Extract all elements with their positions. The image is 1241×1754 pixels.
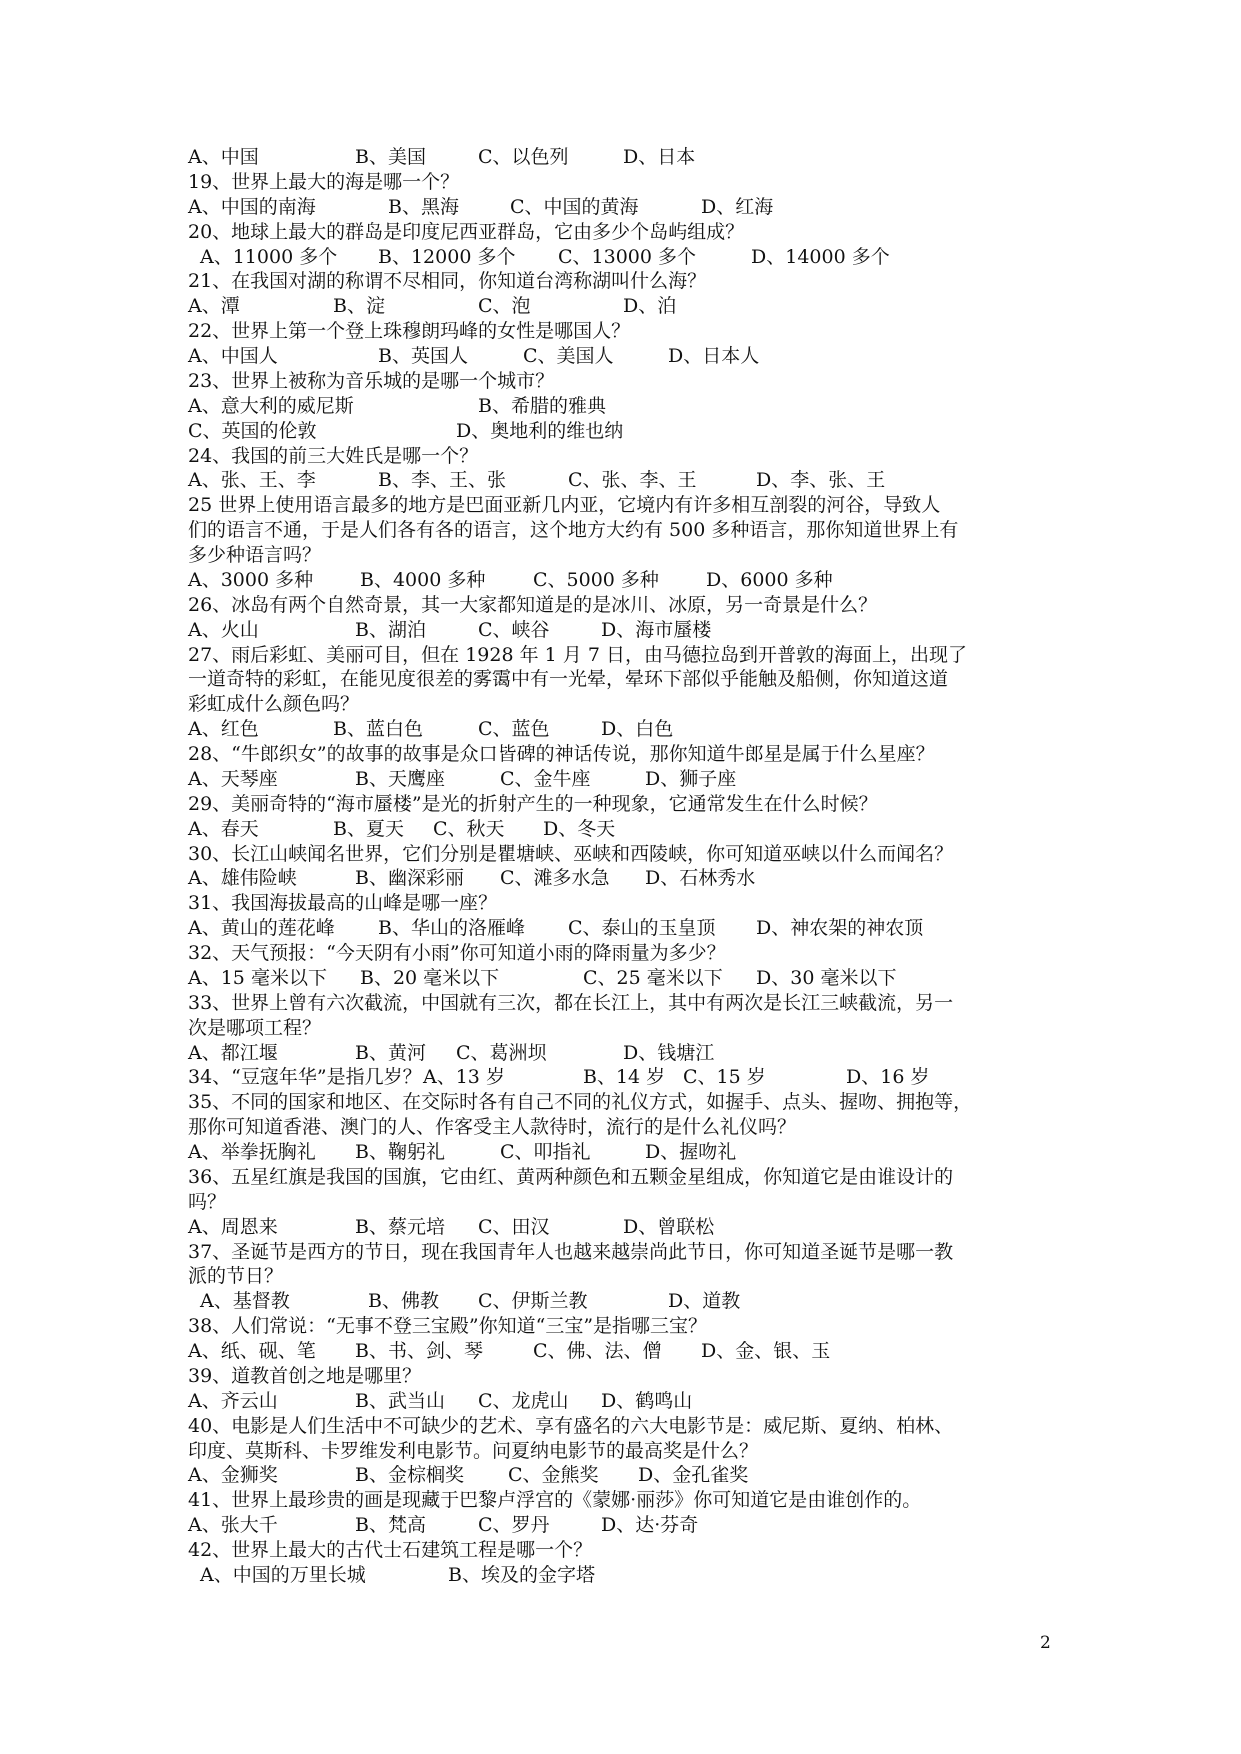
option-text: D、海市蜃楼 [601, 618, 712, 641]
option-text: A、中国的南海 [188, 195, 316, 218]
option-text: B、美国 [355, 146, 426, 168]
option-text: B、埃及的金字塔 [448, 1563, 595, 1586]
option-text: A、黄山的莲花峰 [188, 917, 335, 940]
question-line: 多少种语言吗？ [188, 544, 322, 566]
option-text: A、天琴座 [188, 767, 278, 790]
option-text: C、峡谷 [478, 618, 550, 641]
option-text: D、曾联松 [623, 1215, 715, 1238]
question-line: 一道奇特的彩虹，在能见度很差的雾霭中有一光晕，晕环下部似乎能触及船侧，你知道这道 [188, 668, 949, 691]
options-line [188, 767, 1068, 792]
option-text: D、奥地利的维也纳 [456, 419, 624, 442]
options-line [188, 468, 1068, 493]
option-text: D、石林秀水 [645, 867, 756, 890]
document-body [188, 145, 1068, 1588]
options-line [188, 916, 1068, 941]
option-text: C、龙虎山 [478, 1389, 569, 1412]
question-line: 37、圣诞节是西方的节日，现在我国青年人也越来越崇尚此节日，你可知道圣诞节是哪一教 [188, 1240, 954, 1263]
option-text: B、淀 [333, 295, 385, 318]
option-text: B、梵高 [355, 1514, 426, 1537]
question-line: 25 世界上使用语言最多的地方是巴面亚新几内亚，它境内有许多相互剖裂的河谷，导致人 [188, 494, 941, 517]
options-line [188, 145, 1068, 170]
option-text: C、张、李、王 [568, 469, 697, 492]
question-line: 29、美丽奇特的“海市蜃楼”是光的折射产生的一种现象，它通常发生在什么时候？ [188, 792, 878, 815]
question-line: 那你可知道香港、澳门的人、作客受主人款待时，流行的是什么礼仪吗？ [188, 1116, 797, 1139]
option-text: B、黄河 [355, 1041, 426, 1064]
option-text: A、意大利的威尼斯 [188, 394, 354, 417]
question-line: 们的语言不通，于是人们各有各的语言，这个地方大约有 500 多种语言，那你知道世界上有 [188, 519, 959, 542]
option-text: C、25 毫米以下 [583, 966, 723, 989]
option-text: B、14 岁 [583, 1066, 666, 1089]
option-text: C、15 岁 [683, 1066, 766, 1089]
options-line [188, 419, 1068, 444]
question-line: 19、世界上最大的海是哪一个？ [188, 170, 460, 193]
option-text: C、秋天 [433, 817, 505, 840]
option-text: A、纸、砚、笔 [188, 1340, 316, 1362]
options-line [188, 717, 1068, 742]
option-text: D、神农架的神农顶 [756, 917, 924, 940]
option-text: A、3000 多种 [188, 568, 314, 591]
options-line [188, 394, 1068, 419]
option-text: C、罗丹 [478, 1514, 550, 1537]
question-line: 28、“牛郎织女”的故事的故事是众口皆碑的神话传说，那你知道牛郎星是属于什么星座？ [188, 743, 935, 765]
question-line: 31、我国海拔最高的山峰是哪一座？ [188, 892, 498, 915]
option-text: C、13000 多个 [558, 245, 697, 268]
option-text: C、田汉 [478, 1215, 550, 1238]
option-text: C、中国的黄海 [510, 195, 639, 218]
options-line [188, 1215, 1068, 1240]
option-text: D、日本 [623, 146, 696, 168]
option-text: D、金、银、玉 [701, 1340, 831, 1362]
question-line: 20、地球上最大的群岛是印度尼西亚群岛，它由多少个岛屿组成？ [188, 220, 745, 243]
option-text: A、15 毫米以下 [188, 966, 327, 989]
option-text: A、雄伟险峡 [188, 867, 297, 890]
question-line: 22、世界上第一个登上珠穆朗玛峰的女性是哪国人？ [188, 320, 631, 343]
option-text: D、金孔雀奖 [638, 1464, 749, 1487]
option-text: B、天鹰座 [355, 767, 445, 790]
option-text: A、潭 [188, 295, 240, 318]
option-text: C、泡 [478, 295, 531, 318]
option-text: A、张大千 [188, 1514, 278, 1537]
option-text: B、夏天 [333, 817, 404, 840]
option-text: C、蓝色 [478, 718, 550, 741]
option-text: C、金熊奖 [508, 1464, 599, 1487]
options-line [188, 245, 1068, 270]
option-text: D、钱塘江 [623, 1041, 715, 1064]
option-text: B、黑海 [388, 195, 459, 218]
option-text: 34、“豆寇年华”是指几岁？ [188, 1066, 422, 1089]
options-line [188, 568, 1068, 593]
option-text: B、华山的洛雁峰 [378, 917, 525, 940]
question-line: 41、世界上最珍贵的画是现藏于巴黎卢浮宫的《蒙娜·丽莎》你可知道它是由谁创作的。 [188, 1489, 922, 1512]
option-text: A、张、王、李 [188, 469, 316, 492]
question-line: 38、人们常说：“无事不登三宝殿”你知道“三宝”是指哪三宝？ [188, 1315, 708, 1338]
options-line [188, 294, 1068, 319]
options-line [188, 344, 1068, 369]
options-line [188, 966, 1068, 991]
option-text: B、佛教 [368, 1290, 439, 1313]
option-text: D、14000 多个 [751, 245, 890, 268]
option-text: C、英国的伦敦 [188, 419, 317, 442]
option-text: A、火山 [188, 618, 259, 641]
option-text: A、中国人 [188, 345, 278, 367]
option-text: D、泊 [623, 295, 677, 318]
option-text: A、11000 多个 [200, 245, 338, 268]
option-text: C、滩多水急 [500, 867, 610, 890]
option-text: D、日本人 [668, 345, 760, 367]
option-text: A、周恩来 [188, 1215, 278, 1238]
option-text: D、狮子座 [645, 767, 737, 790]
option-text: A、金狮奖 [188, 1464, 278, 1487]
option-text: A、中国 [188, 146, 259, 168]
option-text: D、握吻礼 [645, 1141, 737, 1163]
option-text: D、16 岁 [846, 1066, 930, 1089]
options-line [188, 1065, 1068, 1090]
options-line [188, 1289, 1068, 1314]
page-number: 2 [1040, 1633, 1051, 1653]
question-line: 33、世界上曾有六次截流，中国就有三次，都在长江上，其中有两次是长江三峡截流，另一 [188, 991, 954, 1014]
option-text: B、英国人 [378, 345, 468, 367]
question-line: 32、天气预报：“今天阴有小雨”你可知道小雨的降雨量为多少？ [188, 942, 726, 964]
option-text: C、佛、法、僧 [533, 1340, 662, 1362]
option-text: C、金牛座 [500, 767, 591, 790]
options-line [188, 195, 1068, 220]
question-line: 27、雨后彩虹、美丽可目，但在 1928 年 1 月 7 日，由马德拉岛到开普敦的海面上，出现了 [188, 643, 967, 666]
question-line: 次是哪项工程？ [188, 1016, 322, 1039]
question-line: 23、世界上被称为音乐城的是哪一个城市？ [188, 369, 555, 392]
question-line: 36、五星红旗是我国的国旗，它由红、黄两种颜色和五颗金星组成，你知道它是由谁设计的 [188, 1165, 954, 1188]
option-text: A、红色 [188, 718, 259, 741]
options-line [188, 618, 1068, 643]
option-text: B、20 毫米以下 [360, 966, 500, 989]
question-line: 吗？ [188, 1190, 227, 1213]
option-text: C、葛洲坝 [456, 1041, 547, 1064]
option-text: D、白色 [601, 718, 674, 741]
option-text: D、6000 多种 [706, 568, 833, 591]
option-text: B、12000 多个 [378, 245, 516, 268]
option-text: B、蓝白色 [333, 718, 423, 741]
options-line [188, 1513, 1068, 1538]
options-line [188, 1563, 1068, 1588]
question-line: 42、世界上最大的古代士石建筑工程是哪一个？ [188, 1539, 593, 1561]
option-text: C、泰山的玉皇顶 [568, 917, 716, 940]
options-line [188, 1389, 1068, 1414]
question-line: 26、冰岛有两个自然奇景，其一大家都知道是的是冰川、冰原，另一奇景是什么？ [188, 593, 878, 616]
option-text: B、希腊的雅典 [478, 394, 606, 417]
option-text: D、达·芬奇 [601, 1514, 699, 1537]
option-text: A、齐云山 [188, 1389, 278, 1412]
option-text: B、武当山 [355, 1389, 445, 1412]
option-text: B、幽深彩丽 [355, 867, 464, 890]
option-text: A、春天 [188, 817, 259, 840]
options-line [188, 1041, 1068, 1066]
option-text: B、4000 多种 [360, 568, 486, 591]
question-line: 派的节日？ [188, 1265, 284, 1288]
option-text: D、李、张、王 [756, 469, 886, 492]
option-text: D、30 毫米以下 [756, 966, 897, 989]
question-line: 40、电影是人们生活中不可缺少的艺术、享有盛名的六大电影节是：威尼斯、夏纳、柏林、 [188, 1414, 954, 1437]
option-text: D、鹤鸣山 [601, 1389, 693, 1412]
option-text: B、鞠躬礼 [355, 1141, 445, 1163]
options-line [188, 817, 1068, 842]
option-text: B、湖泊 [355, 618, 426, 641]
options-line [188, 1463, 1068, 1488]
option-text: C、美国人 [523, 345, 614, 367]
option-text: D、冬天 [543, 817, 616, 840]
options-line [188, 1339, 1068, 1364]
option-text: C、5000 多种 [533, 568, 659, 591]
option-text: B、金棕榈奖 [355, 1464, 464, 1487]
option-text: C、以色列 [478, 146, 569, 168]
question-line: 24、我国的前三大姓氏是哪一个？ [188, 444, 479, 467]
question-line: 印度、莫斯科、卡罗维发利电影节。问夏纳电影节的最高奖是什么？ [188, 1439, 759, 1462]
option-text: B、书、剑、琴 [355, 1340, 483, 1362]
option-text: B、蔡元培 [355, 1215, 445, 1238]
option-text: A、基督教 [200, 1290, 290, 1313]
question-line: 35、不同的国家和地区、在交际时各有自己不同的礼仪方式，如握手、点头、握吻、拥抱等， [188, 1091, 973, 1114]
option-text: C、叩指礼 [500, 1141, 591, 1163]
options-line [188, 1140, 1068, 1165]
option-text: A、中国的万里长城 [200, 1563, 366, 1586]
option-text: A、都江堰 [188, 1041, 278, 1064]
option-text: C、伊斯兰教 [478, 1290, 588, 1313]
option-text: A、举拳抚胸礼 [188, 1141, 316, 1163]
option-text: B、李、王、张 [378, 469, 506, 492]
question-line: 21、在我国对湖的称谓不尽相同，你知道台湾称湖叫什么海？ [188, 270, 707, 293]
option-text: D、红海 [701, 195, 774, 218]
option-text: D、道教 [668, 1290, 741, 1313]
options-line [188, 866, 1068, 891]
question-line: 39、道教首创之地是哪里？ [188, 1364, 422, 1387]
question-line: 彩虹成什么颜色吗？ [188, 693, 360, 716]
question-line: 30、长江山峡闻名世界，它们分别是瞿塘峡、巫峡和西陵峡，你可知道巫峡以什么而闻名？ [188, 842, 954, 865]
option-text: A、13 岁 [423, 1066, 505, 1089]
